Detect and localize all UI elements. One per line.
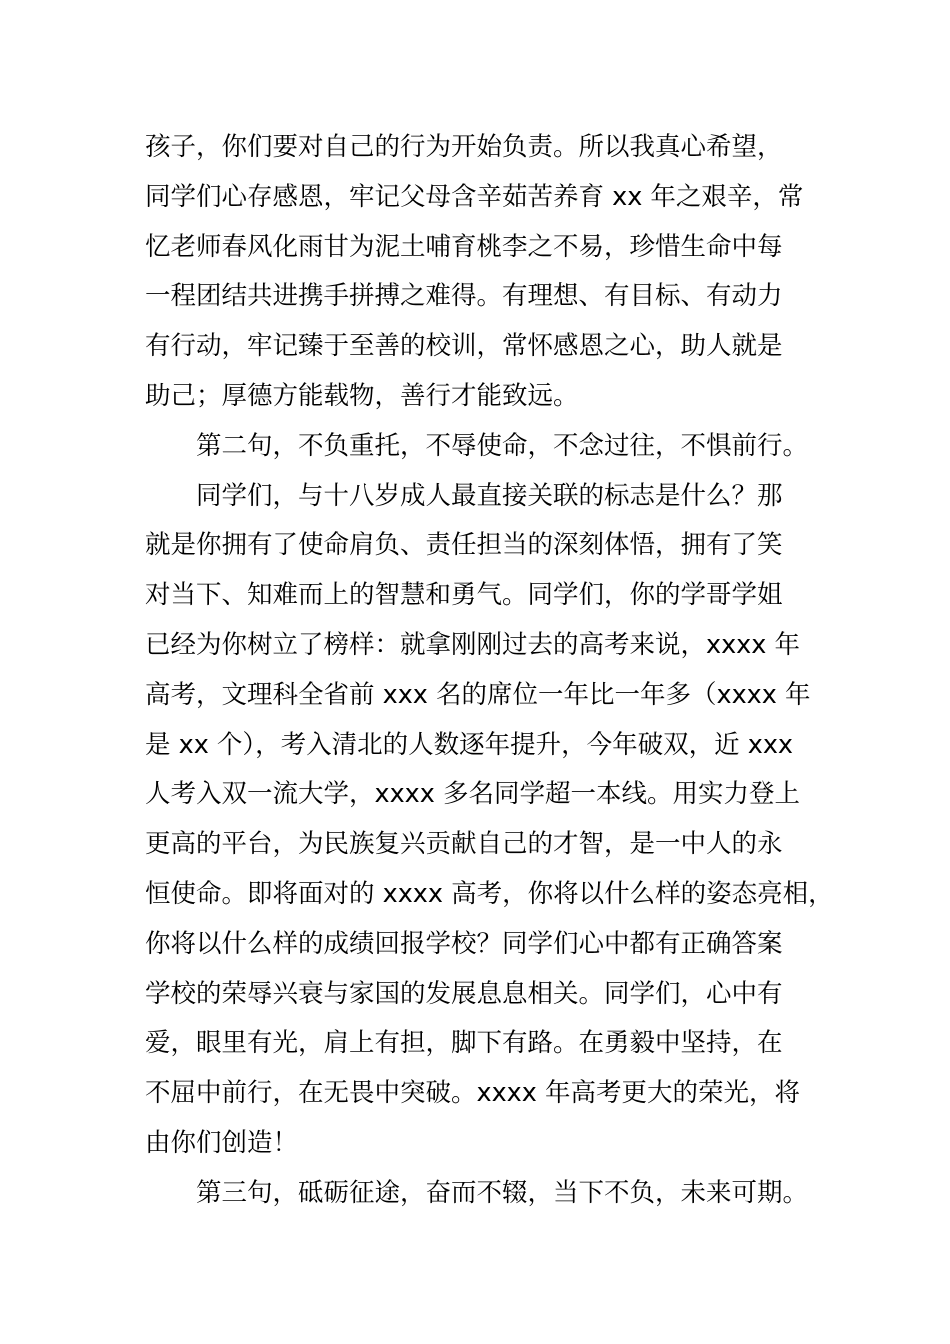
text-line: 高考，文理科全省前 xxx 名的席位一年比一年多（xxxx 年 (145, 679, 811, 710)
text-line: 就是你拥有了使命肩负、责任担当的深刻体悟，拥有了笑 (145, 530, 783, 561)
text-line: 有行动，牢记臻于至善的校训，常怀感恩之心，助人就是 (145, 331, 783, 362)
paragraph-start: 同学们，与十八岁成人最直接关联的标志是什么？那 (196, 480, 783, 511)
text-line: 学校的荣辱兴衰与家国的发展息息相关。同学们，心中有 (145, 978, 783, 1009)
text-line: 对当下、知难而上的智慧和勇气。同学们，你的学哥学姐 (145, 580, 783, 611)
text-line: 是 xx 个），考入清北的人数逐年提升，今年破双，近 xxx (145, 729, 794, 760)
text-line: 忆老师春风化雨甘为泥土哺育桃李之不易，珍惜生命中每 (145, 231, 783, 262)
text-line: 更高的平台，为民族复兴贡献自己的才智，是一中人的永 (145, 829, 783, 860)
text-line: 人考入双一流大学，xxxx 多名同学超一本线。用实力登上 (145, 779, 800, 810)
document-body (145, 123, 835, 1219)
text-line: 已经为你树立了榜样：就拿刚刚过去的高考来说，xxxx 年 (145, 629, 800, 660)
text-line: 爱，眼里有光，肩上有担，脚下有路。在勇毅中坚持，在 (145, 1028, 783, 1059)
text-line: 你将以什么样的成绩回报学校？同学们心中都有正确答案 (145, 928, 783, 959)
section-heading-second: 第二句，不负重托，不辱使命，不念过往，不惧前行。 (196, 430, 809, 461)
text-line: 恒使命。即将面对的 xxxx 高考，你将以什么样的姿态亮相， (145, 878, 834, 909)
text-line: 同学们心存感恩，牢记父母含辛茹苦养育 xx 年之艰辛，常 (145, 181, 804, 212)
text-line: 由你们创造！ (145, 1127, 299, 1158)
text-line: 一程团结共进携手拼搏之难得。有理想、有目标、有动力 (145, 281, 783, 312)
section-heading-third: 第三句，砥砺征途，奋而不辍，当下不负，未来可期。 (196, 1177, 809, 1208)
text-line: 助己；厚德方能载物，善行才能致远。 (145, 380, 579, 411)
text-line: 不屈中前行，在无畏中突破。xxxx 年高考更大的荣光，将 (145, 1078, 800, 1109)
text-line: 孩子，你们要对自己的行为开始负责。所以我真心希望， (145, 132, 783, 162)
